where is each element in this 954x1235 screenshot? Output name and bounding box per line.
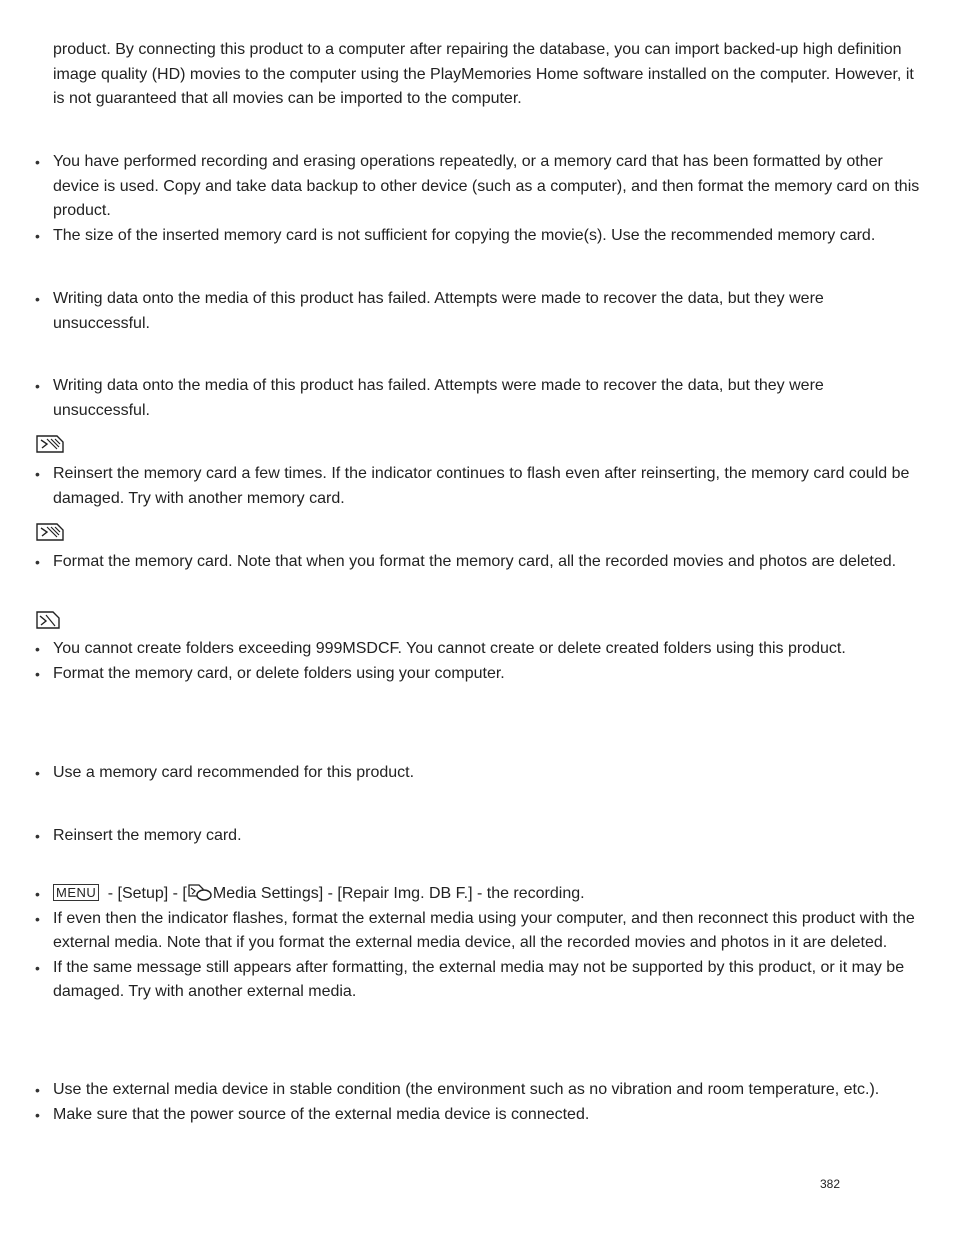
list-item: • The size of the inserted memory card is not sufficient for copying the movie(s). Use the recommended memory card. [0,224,954,249]
section-4 [0,462,954,511]
media-settings-icon [187,883,213,901]
memory-card-error-icon [35,434,65,454]
menu-path-item [0,882,954,907]
list-item: • Writing data onto the media of this product has failed. Attempts were made to recover the data, but they were unsuccessful. [0,287,954,336]
section-2 [0,287,954,336]
section-1 [0,150,954,248]
menu-path-text: Media Settings] - [Repair Img. DB F.] - the recording. [212,885,585,902]
list-item: • You cannot create folders exceeding 999MSDCF. You cannot create or delete created folders using this product. [0,637,954,662]
list-item: • If the same message still appears after formatting, the external media may not be supported by this product, or it may be damaged. Try with another external media. [0,956,954,1005]
list-item: • Use the external media device in stable condition (the environment such as no vibration and room temperature, etc.). [0,1078,954,1103]
page-number: 382 [820,1177,841,1191]
section-6 [0,637,954,686]
menu-button-icon: MENU [53,884,99,901]
memory-card-error-icon [35,522,65,542]
menu-path-text: - [Setup] - [ [103,885,187,902]
section-3 [0,374,954,423]
section-5 [0,550,954,575]
section-8 [0,824,954,849]
list-item: • Format the memory card. Note that when you format the memory card, all the recorded movies and photos are deleted. [0,550,954,575]
section-9 [0,882,954,1005]
list-item: • Reinsert the memory card. [0,824,954,849]
section-10 [0,1078,954,1127]
list-item: • Writing data onto the media of this product has failed. Attempts were made to recover the data, but they were unsuccessful. [0,374,954,423]
memory-card-folder-icon [35,610,65,630]
list-item: • Make sure that the power source of the external media device is connected. [0,1103,954,1128]
section-7 [0,761,954,786]
list-item: • Format the memory card, or delete folders using your computer. [0,662,954,687]
list-item: • If even then the indicator flashes, format the external media using your computer, and then reconnect this product with the external media. Note that if you format the external media device, all the recorded movies and photos in it are deleted. [0,907,954,956]
intro-paragraph: product. By connecting this product to a computer after repairing the database, you can import backed-up high definition image quality (HD) movies to the computer using the PlayMemories Home software installed on the computer. However, it is not guaranteed that all movies can be imported to the computer. [53,41,914,107]
list-item: • You have performed recording and erasing operations repeatedly, or a memory card that has been formatted by other device is used. Copy and take data backup to other device (such as a computer), and then format the memory card on this product. [0,150,954,224]
list-item: • Reinsert the memory card a few times. If the indicator continues to flash even after reinserting, the memory card could be damaged. Try with another memory card. [0,462,954,511]
list-item: • Use a memory card recommended for this product. [0,761,954,786]
